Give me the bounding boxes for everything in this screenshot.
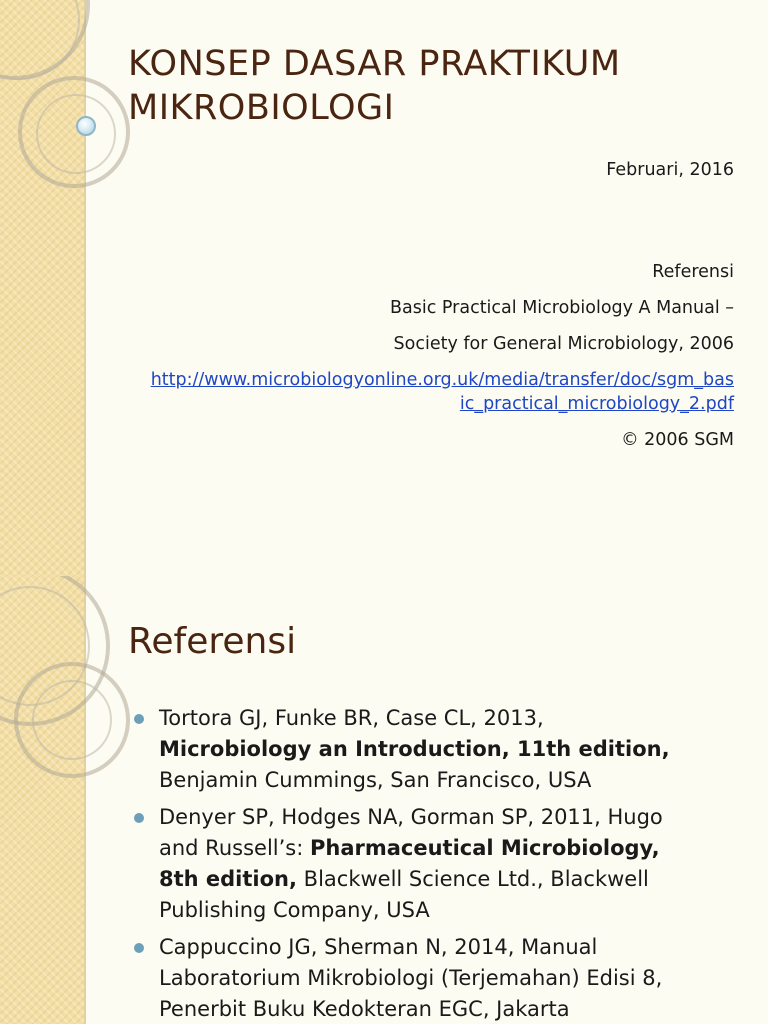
decorative-ring [36,94,116,174]
reference-heading: Referensi [652,262,734,282]
title-line: KONSEP DASAR PRAKTIKUM [128,44,621,84]
decorative-ring [32,680,112,760]
reference-text: Tortora GJ, Funke BR, Case CL, 2013, [159,706,544,730]
reference-title: Microbiology an Introduction, 11th edition, [159,737,670,761]
bullet-icon [134,943,144,953]
reference-text [159,864,754,895]
reference-title: 8th edition, [159,867,297,891]
copyright-text: © 2006 SGM [621,430,734,450]
decorative-bubble-icon [76,116,96,136]
reference-title: Pharmaceutical Microbiology, [309,836,660,860]
title-line: MIKROBIOLOGI [128,88,395,128]
date-text: Februari, 2016 [606,160,734,180]
reference-text: Publishing Company, USA [159,898,430,922]
reference-line: Basic Practical Microbiology A Manual – [390,298,734,318]
bullet-icon [134,813,144,823]
reference-text-plain: and Russell’s: [159,836,310,860]
reference-link-line[interactable]: ic_practical_microbiology_2.pdf [459,394,734,414]
references-title: Referensi [128,621,297,662]
list-item [134,703,754,796]
reference-link-line[interactable]: http://www.microbiologyonline.org.uk/media/transfer/doc/sgm_bas [150,370,734,390]
reference-text: Laboratorium Mikrobiologi (Terjemahan) Edisi 8, [159,966,663,990]
list-item [134,802,754,926]
reference-text-plain: Blackwell Science Ltd., Blackwell [296,867,649,891]
list-item [134,932,754,1024]
slide-references [0,576,768,1024]
reference-line: Society for General Microbiology, 2006 [393,334,734,354]
bullet-icon [134,714,144,724]
reference-text [159,734,754,765]
reference-link[interactable] [151,368,734,428]
reference-text: Denyer SP, Hodges NA, Gorman SP, 2011, Hugo [159,805,663,829]
reference-text: Cappuccino JG, Sherman N, 2014, Manual [159,935,598,959]
reference-block [151,260,734,452]
reference-text: Benjamin Cummings, San Francisco, USA [159,768,592,792]
reference-list [134,703,754,1024]
reference-text: Penerbit Buku Kedokteran EGC, Jakarta [159,997,570,1021]
reference-text [159,833,754,864]
slide-title-heading [128,42,748,130]
